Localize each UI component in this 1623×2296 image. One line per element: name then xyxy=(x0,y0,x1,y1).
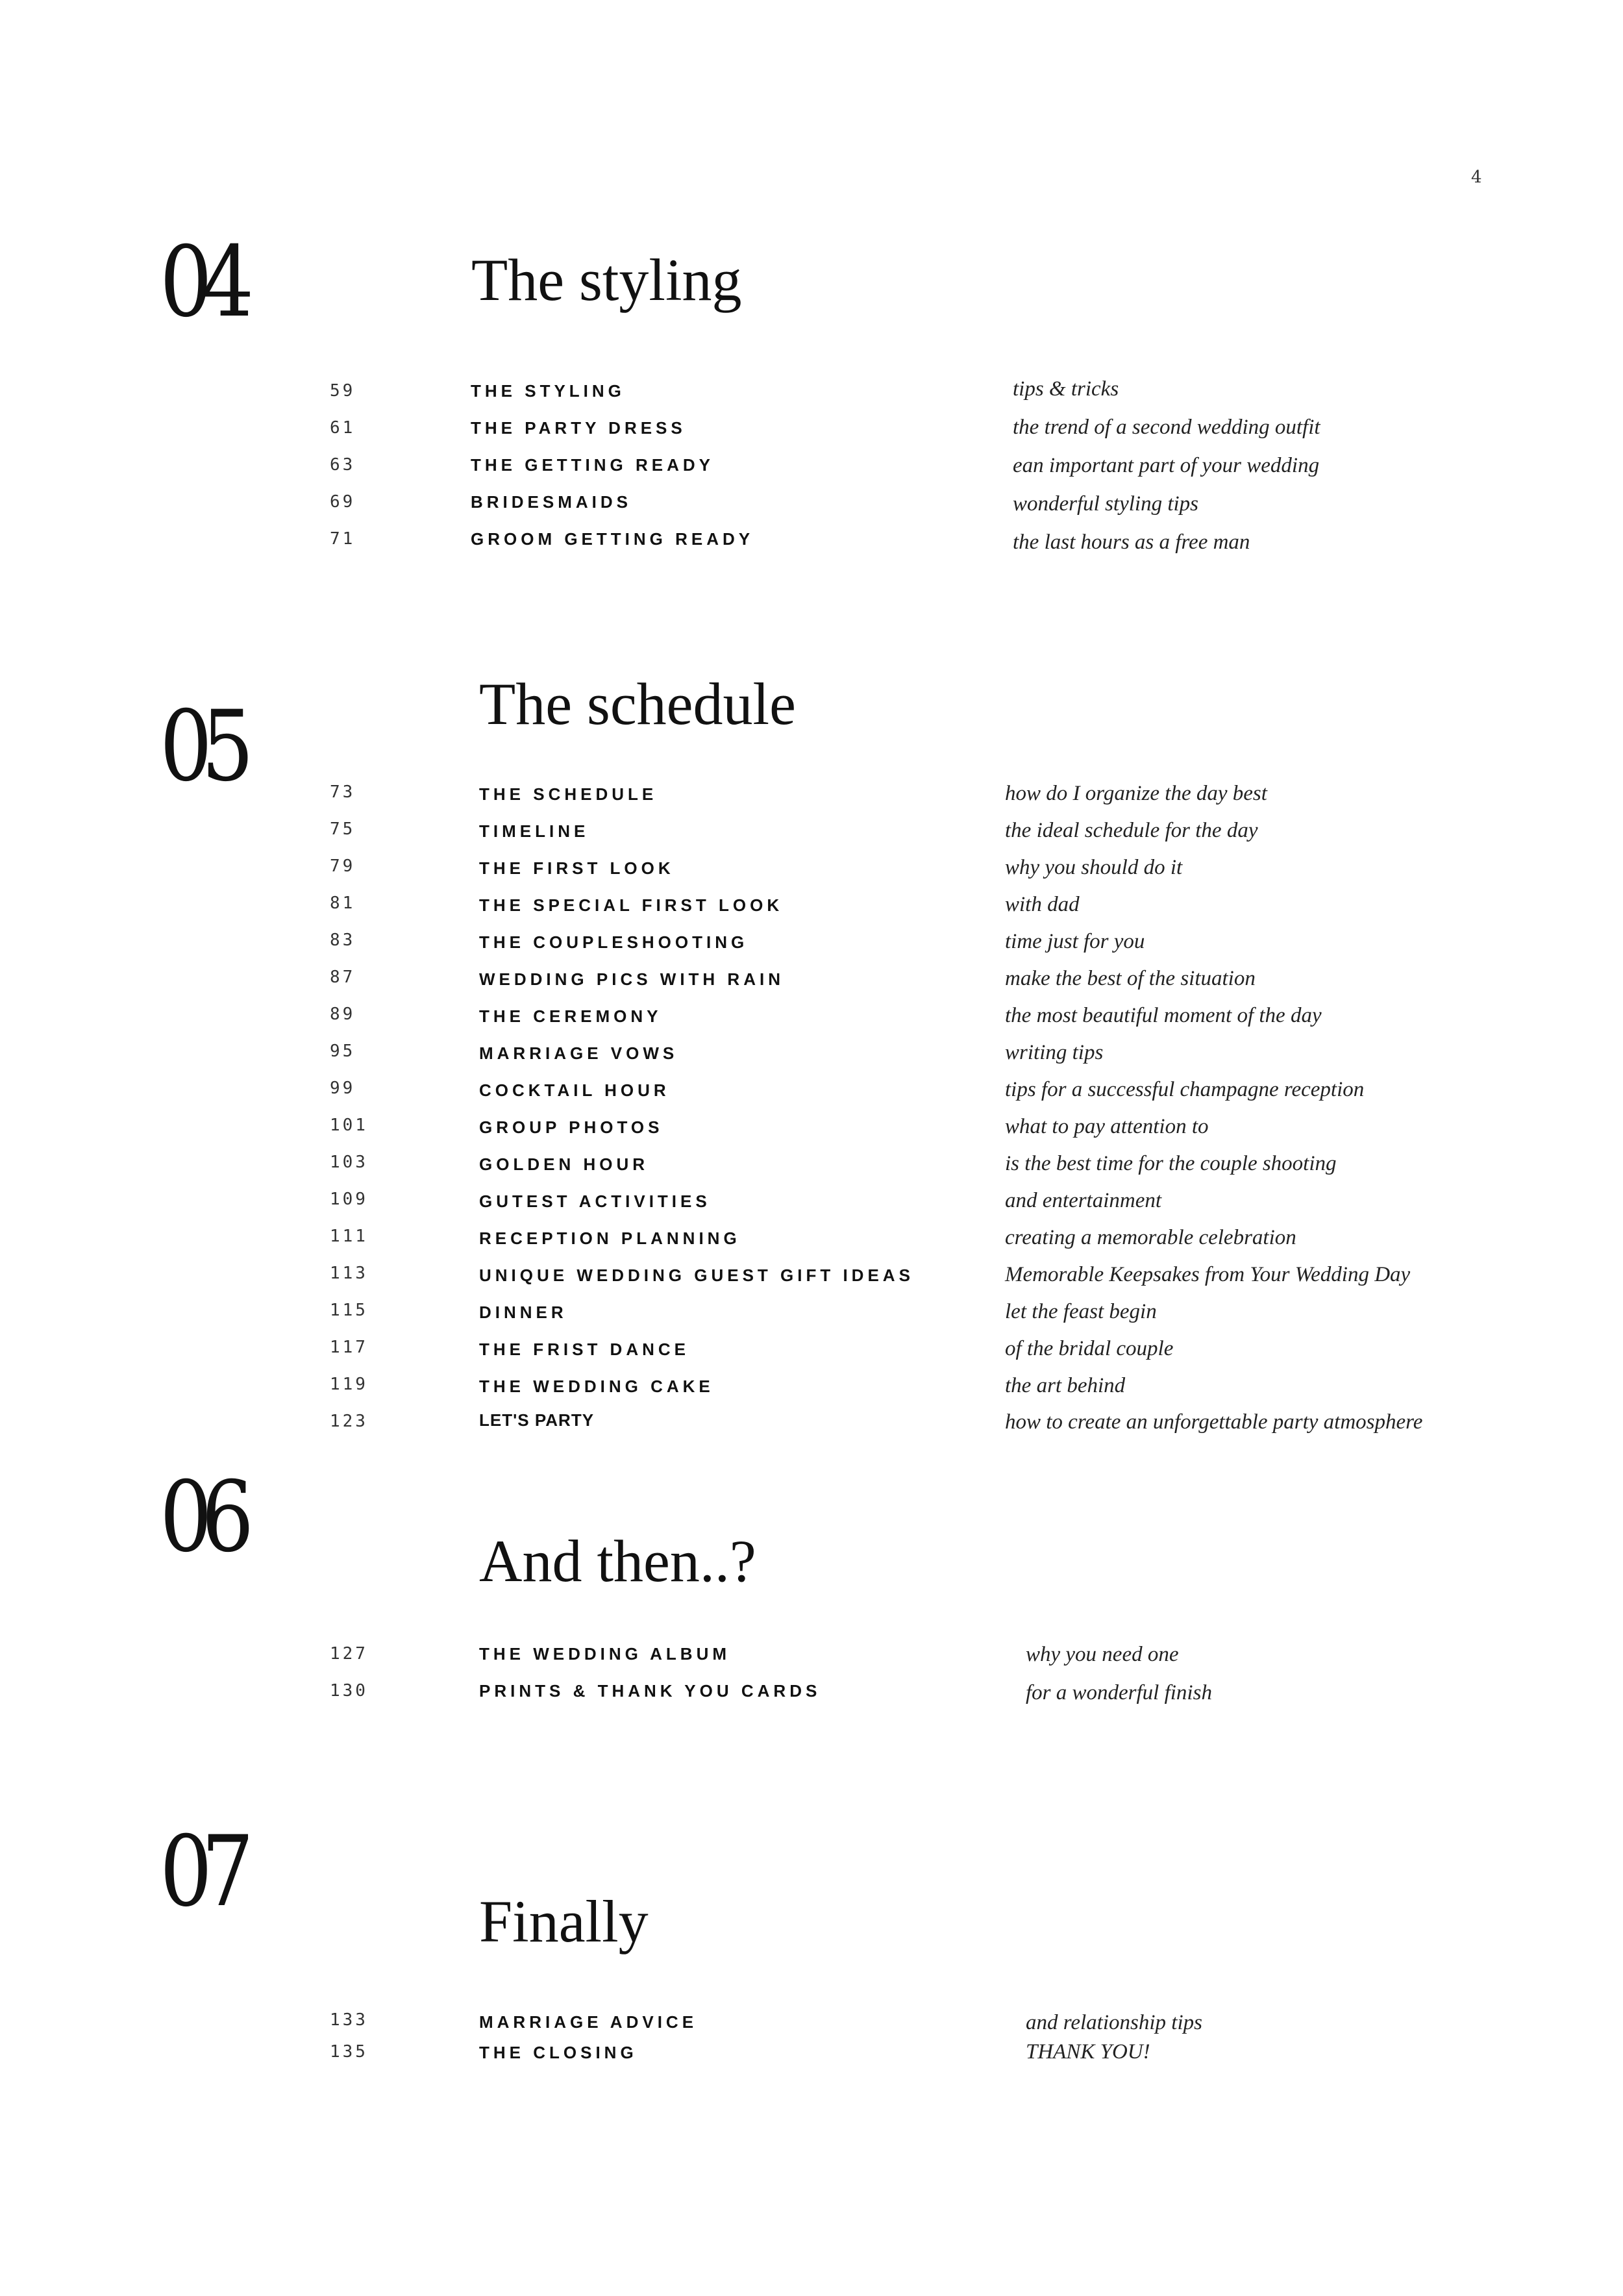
toc-entry-label: PRINTS & THANK YOU CARDS xyxy=(479,1681,821,1701)
toc-entry-description: make the best of the situation xyxy=(1005,967,1256,990)
toc-entry[interactable] xyxy=(0,1263,1623,1292)
toc-entry[interactable] xyxy=(0,492,1623,518)
toc-entry-label: THE CLOSING xyxy=(479,2043,638,2062)
toc-entry-description: THANK YOU! xyxy=(1026,2040,1150,2064)
toc-entry-label: THE PARTY DRESS xyxy=(471,418,686,438)
toc-entry-description: creating a memorable celebration xyxy=(1005,1226,1296,1249)
toc-entry-description: Memorable Keepsakes from Your Wedding Day xyxy=(1005,1263,1411,1286)
section-number-06: 06 xyxy=(160,1461,243,1574)
toc-page-number: 117 xyxy=(330,1338,368,1357)
toc-entry[interactable] xyxy=(0,895,1623,921)
toc-entry-description: what to pay attention to xyxy=(1005,1115,1209,1138)
toc-page-number: 63 xyxy=(330,455,356,475)
toc-entry-description: how do I organize the day best xyxy=(1005,782,1267,805)
toc-entry-description: the trend of a second wedding outfit xyxy=(1013,416,1320,439)
toc-entry[interactable] xyxy=(0,821,1623,847)
toc-entry[interactable] xyxy=(0,455,1623,481)
toc-entry[interactable] xyxy=(0,1410,1623,1436)
toc-page-number: 59 xyxy=(330,381,356,401)
toc-page-number: 87 xyxy=(330,967,356,987)
toc-entry[interactable] xyxy=(0,2040,1623,2069)
toc-entry-label: COCKTAIL HOUR xyxy=(479,1080,670,1100)
toc-page-number: 75 xyxy=(330,819,356,839)
toc-entry[interactable] xyxy=(0,1337,1623,1366)
toc-entry[interactable] xyxy=(0,1374,1623,1403)
toc-page-number: 73 xyxy=(330,782,356,802)
toc-entry[interactable] xyxy=(0,969,1623,995)
toc-entry-description: wonderful styling tips xyxy=(1013,492,1199,516)
toc-entry[interactable] xyxy=(0,1043,1623,1069)
toc-entry-label: DINNER xyxy=(479,1303,567,1322)
toc-page-number: 69 xyxy=(330,492,356,512)
toc-page-number: 119 xyxy=(330,1375,368,1394)
section-number-07: 07 xyxy=(160,1816,243,1928)
section-title-finally: Finally xyxy=(479,1888,649,1954)
toc-page-number: 89 xyxy=(330,1004,356,1024)
toc-entry-label: RECEPTION PLANNING xyxy=(479,1229,741,1248)
toc-page-number: 135 xyxy=(330,2042,368,2062)
toc-entry[interactable] xyxy=(0,2012,1623,2038)
page-number: 4 xyxy=(1471,168,1482,187)
toc-page-number: 113 xyxy=(330,1264,368,1283)
section-number-05: 05 xyxy=(160,690,243,803)
toc-entry-description: the last hours as a free man xyxy=(1013,530,1250,554)
toc-entry-label: BRIDESMAIDS xyxy=(471,492,632,512)
toc-entry-description: with dad xyxy=(1005,893,1080,916)
toc-entry-label: THE STYLING xyxy=(471,381,625,401)
toc-entry-label: THE WEDDING ALBUM xyxy=(479,1644,731,1664)
toc-entry[interactable] xyxy=(0,784,1623,810)
toc-entry[interactable] xyxy=(0,1080,1623,1106)
toc-entry-label: GUTEST ACTIVITIES xyxy=(479,1192,711,1211)
toc-entry[interactable] xyxy=(0,1681,1623,1707)
toc-entry[interactable] xyxy=(0,1006,1623,1032)
toc-entry[interactable] xyxy=(0,1189,1623,1217)
toc-entry[interactable] xyxy=(0,1117,1623,1143)
toc-entry-label: WEDDING PICS WITH RAIN xyxy=(479,969,784,989)
toc-page-number: 83 xyxy=(330,930,356,950)
toc-entry[interactable] xyxy=(0,1300,1623,1329)
toc-page-number: 101 xyxy=(330,1116,368,1135)
toc-entry-label: THE SPECIAL FIRST LOOK xyxy=(479,895,784,915)
toc-page-number: 109 xyxy=(330,1190,368,1209)
toc-entry-label: GOLDEN HOUR xyxy=(479,1154,649,1174)
toc-page-number: 103 xyxy=(330,1153,368,1172)
toc-entry[interactable] xyxy=(0,932,1623,958)
toc-entry-description: why you need one xyxy=(1026,1643,1179,1666)
toc-entry-label: THE FRIST DANCE xyxy=(479,1340,689,1359)
toc-entry-label: UNIQUE WEDDING GUEST GIFT IDEAS xyxy=(479,1266,914,1285)
toc-entry[interactable] xyxy=(0,1154,1623,1180)
toc-entry[interactable] xyxy=(0,529,1623,555)
toc-entry-label: THE GETTING READY xyxy=(471,455,715,475)
toc-entry-description: of the bridal couple xyxy=(1005,1337,1174,1360)
toc-entry-label: THE CEREMONY xyxy=(479,1006,662,1026)
toc-entry-label: TIMELINE xyxy=(479,821,589,841)
section-number-04: 04 xyxy=(160,226,243,339)
toc-entry-label: GROUP PHOTOS xyxy=(479,1117,663,1137)
toc-entry-description: why you should do it xyxy=(1005,856,1183,879)
toc-entry-description: the most beautiful moment of the day xyxy=(1005,1004,1322,1027)
toc-page-number: 81 xyxy=(330,893,356,913)
toc-page-number: 71 xyxy=(330,529,356,549)
toc-page-number: 133 xyxy=(330,2010,368,2030)
toc-page-number: 99 xyxy=(330,1079,356,1098)
toc-entry[interactable] xyxy=(0,1644,1623,1670)
toc-entry-label: THE COUPLESHOOTING xyxy=(479,932,749,952)
toc-entry-label: THE FIRST LOOK xyxy=(479,858,675,878)
toc-entry-description: how to create an unforgettable party atmosphere xyxy=(1005,1410,1423,1434)
toc-entry-description: tips for a successful champagne reception xyxy=(1005,1078,1365,1101)
toc-entry-description: ean important part of your wedding xyxy=(1013,454,1320,477)
section-title-schedule: The schedule xyxy=(479,671,796,737)
toc-page-number: 130 xyxy=(330,1681,368,1701)
toc-page-number: 95 xyxy=(330,1042,356,1061)
toc-entry-description: the ideal schedule for the day xyxy=(1005,819,1258,842)
toc-page-number: 127 xyxy=(330,1644,368,1664)
toc-entry[interactable] xyxy=(0,1226,1623,1254)
toc-entry-description: and entertainment xyxy=(1005,1189,1162,1212)
toc-entry-label: MARRIAGE VOWS xyxy=(479,1043,678,1063)
toc-entry-label: THE WEDDING CAKE xyxy=(479,1377,714,1396)
toc-page-number: 79 xyxy=(330,856,356,876)
toc-page-number: 61 xyxy=(330,418,356,438)
toc-entry-description: let the feast begin xyxy=(1005,1300,1157,1323)
toc-entry-description: for a wonderful finish xyxy=(1026,1681,1212,1704)
toc-page-number: 123 xyxy=(330,1412,368,1431)
toc-entry[interactable] xyxy=(0,377,1623,407)
section-title-styling: The styling xyxy=(471,247,742,313)
toc-page-number: 115 xyxy=(330,1301,368,1320)
toc-entry-description: time just for you xyxy=(1005,930,1145,953)
toc-entry-description: the art behind xyxy=(1005,1374,1126,1397)
toc-entry[interactable] xyxy=(0,858,1623,884)
toc-entry[interactable] xyxy=(0,418,1623,444)
toc-entry-description: and relationship tips xyxy=(1026,2011,1202,2034)
toc-entry-description: tips & tricks xyxy=(1013,377,1119,401)
toc-entry-label: LET'S PARTY xyxy=(479,1410,595,1430)
toc-entry-label: MARRIAGE ADVICE xyxy=(479,2012,698,2032)
toc-entry-description: writing tips xyxy=(1005,1041,1104,1064)
section-title-and-then: And then..? xyxy=(479,1528,756,1594)
toc-entry-label: GROOM GETTING READY xyxy=(471,529,754,549)
toc-page-number: 111 xyxy=(330,1227,368,1246)
toc-entry-description: is the best time for the couple shooting xyxy=(1005,1152,1337,1175)
toc-entry-label: THE SCHEDULE xyxy=(479,784,658,804)
